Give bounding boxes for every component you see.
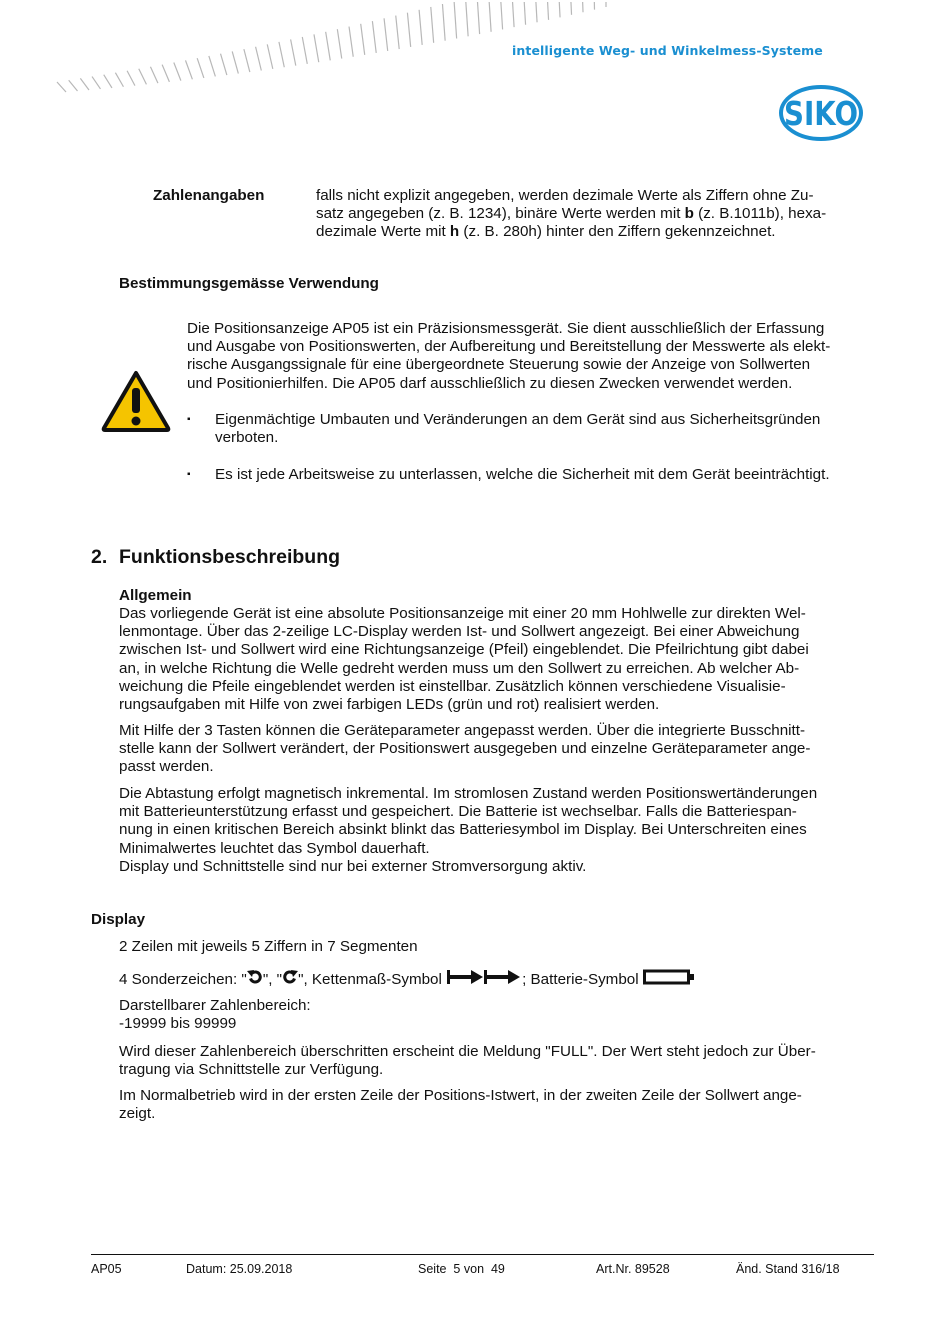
tick-mark	[524, 2, 525, 25]
display-normal-paragraph	[119, 1087, 879, 1123]
tick-mark	[337, 29, 341, 58]
tick-mark	[256, 47, 262, 71]
tick-mark	[150, 67, 157, 83]
tick-mark	[489, 2, 491, 32]
tick-mark	[57, 82, 66, 92]
allgemein-paragraph-3	[119, 785, 879, 876]
paragraph-line: Das vorliegende Gerät ist eine absolute Positionsanzeige mit einer 20 mm Hohlwelle zur direkten Wel-	[119, 605, 806, 622]
tick-mark	[396, 16, 399, 49]
paragraph-line: zeigt.	[119, 1105, 156, 1123]
tick-mark	[174, 63, 181, 81]
tick-mark	[407, 13, 410, 47]
range-label: Darstellbarer Zahlenbereich:	[119, 997, 311, 1014]
tick-mark	[267, 44, 273, 69]
paragraph-line: an, in welche Richtung die Welle gedreht werden muss um den Sollwert zu erreichen. Ab welcher Ab-	[119, 659, 800, 677]
tick-mark	[349, 27, 353, 57]
tick-mark	[139, 69, 147, 85]
bestimmung-heading: Bestimmungsgemässe Verwendung	[119, 275, 379, 292]
bullet-marker: ▪	[187, 469, 191, 480]
range-value: -19999 bis 99999	[119, 1015, 237, 1033]
warning-triangle-icon	[101, 370, 171, 432]
rotate-cw-arrow-icon	[282, 969, 298, 985]
tick-mark	[92, 77, 100, 89]
tick-mark	[197, 58, 204, 78]
tick-mark	[244, 49, 250, 72]
paragraph-line: tragung via Schnittstelle zur Verfügung.	[119, 1061, 384, 1079]
tick-mark	[127, 71, 135, 86]
bullet-item	[215, 411, 875, 447]
zahlenangaben-line-1: falls nicht explizit angegeben, werden dezimale Werte als Ziffern ohne Zu-	[316, 187, 814, 204]
display-range	[119, 997, 311, 1033]
bestimmung-line: und Ausgabe von Positionswerten, der Aufbereitung und Bereitstellung der Messwerte als elekt-	[187, 338, 831, 356]
bullet-line: Es ist jede Arbeitsweise zu unterlassen, welche die Sicherheit mit dem Gerät beeinträchtigt.	[215, 466, 830, 483]
bullet-line: Eigenmächtige Umbauten und Veränderungen an dem Gerät sind aus Sicherheitsgründen	[215, 411, 821, 428]
svg-text:SIKO: SIKO	[784, 94, 858, 133]
tick-mark	[185, 60, 192, 79]
footer-rule	[91, 1254, 874, 1255]
tick-mark	[478, 2, 480, 34]
section-title: Funktionsbeschreibung	[119, 546, 341, 568]
tick-mark	[314, 34, 319, 62]
tick-mark	[279, 42, 284, 67]
tick-mark	[115, 73, 123, 87]
bullet-line: verboten.	[215, 429, 279, 447]
bullet-marker: ▪	[187, 414, 191, 425]
tick-mark	[384, 18, 388, 51]
tick-mark	[162, 65, 169, 82]
paragraph-line: stelle kann der Sollwert verändert, der Positionswert ausgegeben und einzelne Geräteparameter ange-	[119, 740, 811, 758]
tick-mark	[104, 75, 112, 88]
tick-mark	[232, 51, 238, 73]
paragraph-line: mit Batterieunterstützung erfasst und gespeichert. Die Batterie ist wechselbar. Falls die Batteriespan-	[119, 803, 797, 821]
display-heading: Display	[91, 911, 146, 928]
display-line-segments: 2 Zeilen mit jeweils 5 Ziffern in 7 Segmenten	[119, 938, 418, 955]
tick-mark	[442, 4, 445, 41]
section-number: 2.	[91, 546, 108, 568]
paragraph-line: Display und Schnittstelle sind nur bei externer Stromversorgung aktiv.	[119, 857, 587, 875]
bestimmung-line: Die Positionsanzeige AP05 ist ein Präzisionsmessgerät. Sie dient ausschließlich der Erfassung	[187, 320, 825, 337]
paragraph-line: zwischen Ist- und Sollwert wird eine Richtungsanzeige (Pfeil) eingeblendet. Die Pfeilrichtung gibt dabei	[119, 641, 809, 659]
tick-mark	[431, 7, 434, 43]
zahlenangaben-description	[316, 187, 876, 242]
allgemein-paragraph-1	[119, 605, 879, 714]
tick-mark	[291, 39, 296, 65]
allgemein-paragraph-2	[119, 722, 879, 777]
tick-mark	[209, 56, 216, 77]
zahlenangaben-term: Zahlenangaben	[153, 187, 265, 204]
tick-mark	[548, 2, 549, 20]
tick-mark	[419, 10, 422, 45]
footer-page-number: Seite 5 von 49	[418, 1262, 505, 1276]
paragraph-line: Die Abtastung erfolgt magnetisch inkremental. Im stromlosen Zustand werden Positionswertänderungen	[119, 785, 818, 802]
paragraph-line: lenmontage. Über das 2-zeilige LC-Display werden Ist- und Sollwert angezeigt. Bei einer Abweichung	[119, 623, 800, 641]
paragraph-line: rungsaufgaben mit Hilfe von zwei farbigen LEDs (grün und rot) realisiert werden.	[119, 696, 660, 714]
footer-model: AP05	[91, 1262, 122, 1276]
header-tagline: intelligente Weg- und Winkelmess-Systeme	[512, 43, 823, 58]
paragraph-line: Wird dieser Zahlenbereich überschritten erscheint die Meldung "FULL". Der Wert steht jedoch zur Über-	[119, 1043, 816, 1060]
tick-mark	[454, 2, 456, 39]
tick-mark	[501, 2, 503, 29]
tick-mark	[302, 37, 307, 64]
chain-dimension-icon	[446, 968, 522, 986]
display-special-chars-line: 4 Sonderzeichen: " ", " ", Kettenmaß-Symbol ; Batterie-Symbol	[119, 968, 695, 989]
tick-mark	[466, 2, 468, 36]
header-tick-decoration	[0, 0, 760, 140]
bestimmung-line: rische Ausgangssignale für eine übergeordnete Steuerung sowie der Anzeige von Sollwerten	[187, 356, 811, 374]
tick-mark	[372, 21, 376, 53]
footer-article-number: Art.Nr. 89528	[596, 1262, 670, 1276]
bestimmung-line: und Positionierhilfen. Die AP05 darf ausschließlich zu diesen Zwecken verwendet werden.	[187, 374, 793, 392]
tick-mark	[326, 32, 331, 61]
footer-date: Datum: 25.09.2018	[186, 1262, 293, 1276]
tick-mark	[559, 2, 560, 17]
tick-mark	[536, 2, 537, 22]
tick-mark	[571, 2, 572, 15]
paragraph-line: Im Normalbetrieb wird in der ersten Zeile der Positions-Istwert, in der zweiten Zeile der Sollwert ange-	[119, 1087, 802, 1104]
zahlenangaben-line-3: dezimale Werte mit h (z. B. 280h) hinter den Ziffern gekennzeichnet.	[316, 223, 776, 241]
paragraph-line: weichung die Pfeile eingeblendet werden ist einstellbar. Zusätzlich können verschiedene Visualisie-	[119, 677, 786, 695]
display-full-paragraph	[119, 1043, 879, 1079]
rotate-ccw-arrow-icon	[247, 969, 263, 985]
siko-logo	[778, 84, 864, 142]
bullet-item	[215, 466, 875, 484]
allgemein-heading: Allgemein	[119, 587, 192, 604]
tick-mark	[221, 54, 227, 75]
zahlenangaben-line-2: satz angegeben (z. B. 1234), binäre Werte werden mit b (z. B.1011b), hexa-	[316, 205, 827, 223]
tick-mark	[513, 2, 515, 27]
paragraph-line: passt werden.	[119, 758, 214, 776]
tick-mark	[80, 78, 89, 90]
battery-icon	[643, 969, 695, 985]
footer-revision: Änd. Stand 316/18	[736, 1262, 840, 1276]
paragraph-line: Minimalwertes leuchtet das Symbol dauerhaft.	[119, 839, 430, 857]
tick-mark	[69, 80, 78, 91]
bestimmung-paragraph	[187, 320, 877, 393]
paragraph-line: nung in einen kritischen Bereich absinkt blinkt das Batteriesymbol im Display. Bei Unterschreiten eines	[119, 821, 807, 839]
tick-mark	[361, 24, 365, 55]
paragraph-line: Mit Hilfe der 3 Tasten können die Geräteparameter angepasst werden. Über die integrierte Busschnitt-	[119, 722, 806, 739]
